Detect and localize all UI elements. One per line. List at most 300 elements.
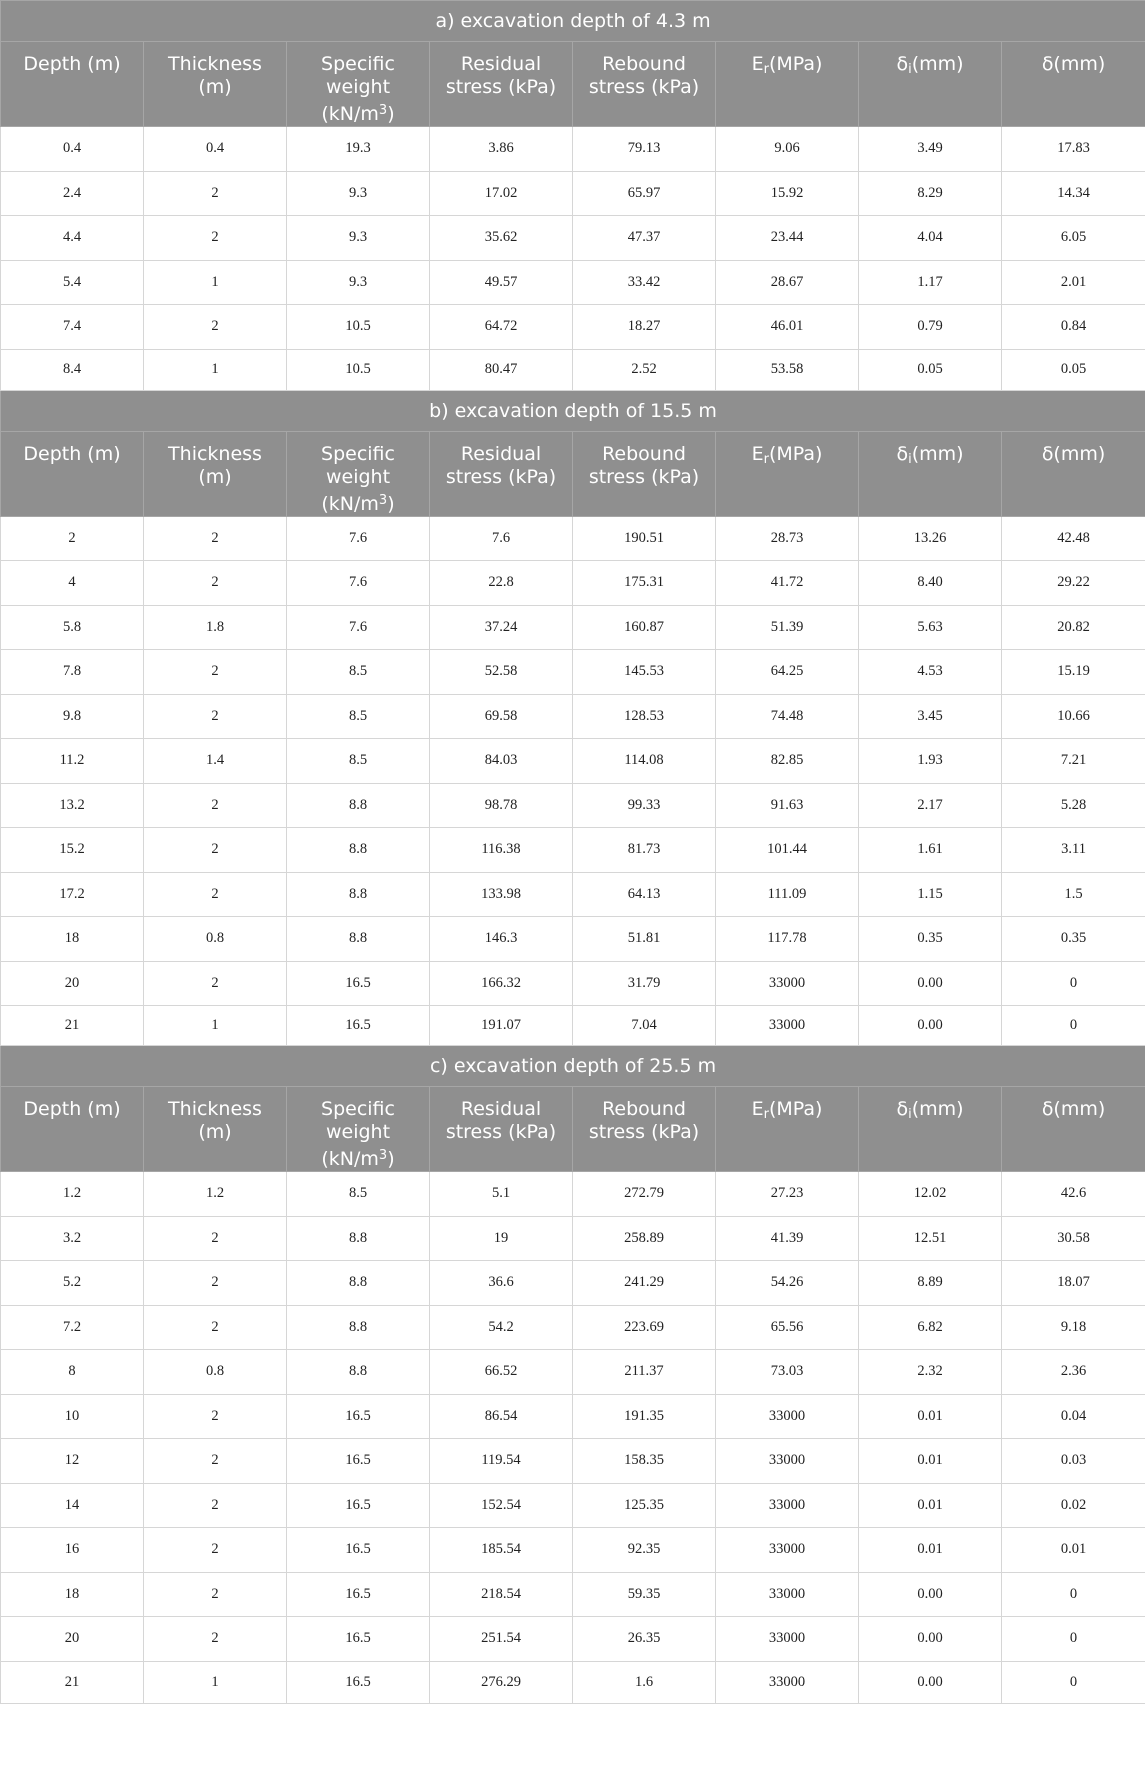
cell-residual: 218.54: [430, 1572, 573, 1617]
cell-er: 23.44: [716, 216, 859, 261]
cell-specific-weight: 8.5: [287, 1172, 430, 1217]
cell-deltai: 0.05: [859, 349, 1002, 390]
cell-rebound: 59.35: [573, 1572, 716, 1617]
cell-residual: 35.62: [430, 216, 573, 261]
cell-residual: 251.54: [430, 1617, 573, 1662]
cell-residual: 5.1: [430, 1172, 573, 1217]
cell-rebound: 211.37: [573, 1350, 716, 1395]
cell-rebound: 64.13: [573, 872, 716, 917]
cell-er: 73.03: [716, 1350, 859, 1395]
section-caption-row: [1, 390, 1145, 431]
cell-specific-weight: 8.8: [287, 1261, 430, 1306]
cell-deltai: 12.51: [859, 1216, 1002, 1261]
cell-depth: 18: [1, 1572, 144, 1617]
cell-thickness: 2: [144, 1305, 287, 1350]
cell-thickness: 2: [144, 1528, 287, 1573]
cell-er: 41.39: [716, 1216, 859, 1261]
cell-thickness: 2: [144, 1572, 287, 1617]
cell-deltai: 0.00: [859, 1572, 1002, 1617]
table-row: [1, 828, 1145, 873]
cell-specific-weight: 9.3: [287, 216, 430, 261]
cell-er: 33000: [716, 1572, 859, 1617]
cell-rebound: 51.81: [573, 917, 716, 962]
cell-er: 33000: [716, 1483, 859, 1528]
col-header-depth: Depth (m): [1, 431, 144, 516]
cell-depth: 0.4: [1, 127, 144, 172]
cell-delta: 2.36: [1002, 1350, 1145, 1395]
cell-er: 28.73: [716, 516, 859, 561]
cell-thickness: 1: [144, 349, 287, 390]
cell-specific-weight: 7.6: [287, 561, 430, 606]
cell-depth: 5.8: [1, 605, 144, 650]
cell-er: 91.63: [716, 783, 859, 828]
cell-specific-weight: 9.3: [287, 260, 430, 305]
table-row: [1, 1572, 1145, 1617]
cell-depth: 13.2: [1, 783, 144, 828]
table-row: [1, 694, 1145, 739]
table-row: [1, 1483, 1145, 1528]
cell-er: 27.23: [716, 1172, 859, 1217]
cell-delta: 42.48: [1002, 516, 1145, 561]
cell-delta: 29.22: [1002, 561, 1145, 606]
cell-thickness: 2: [144, 516, 287, 561]
col-header-delta: δ(mm): [1002, 431, 1145, 516]
cell-specific-weight: 16.5: [287, 1394, 430, 1439]
cell-specific-weight: 8.8: [287, 917, 430, 962]
table-row: [1, 1439, 1145, 1484]
cell-residual: 86.54: [430, 1394, 573, 1439]
table-row: [1, 305, 1145, 350]
cell-specific-weight: 10.5: [287, 349, 430, 390]
cell-residual: 19: [430, 1216, 573, 1261]
cell-deltai: 13.26: [859, 516, 1002, 561]
cell-residual: 166.32: [430, 961, 573, 1006]
cell-specific-weight: 10.5: [287, 305, 430, 350]
header-row: [1, 1087, 1145, 1172]
table-row: [1, 516, 1145, 561]
cell-deltai: 1.15: [859, 872, 1002, 917]
cell-specific-weight: 16.5: [287, 1528, 430, 1573]
cell-deltai: 4.04: [859, 216, 1002, 261]
cell-depth: 7.4: [1, 305, 144, 350]
cell-deltai: 0.00: [859, 1006, 1002, 1046]
cell-deltai: 0.00: [859, 1617, 1002, 1662]
header-row: [1, 42, 1145, 127]
cell-residual: 185.54: [430, 1528, 573, 1573]
cell-rebound: 18.27: [573, 305, 716, 350]
cell-rebound: 26.35: [573, 1617, 716, 1662]
cell-specific-weight: 16.5: [287, 1617, 430, 1662]
cell-residual: 22.8: [430, 561, 573, 606]
col-header-rebound-stress: Rebound stress (kPa): [573, 431, 716, 516]
cell-delta: 9.18: [1002, 1305, 1145, 1350]
cell-delta: 18.07: [1002, 1261, 1145, 1306]
cell-rebound: 160.87: [573, 605, 716, 650]
col-header-specific-weight: Specific weight $(kN/m^3)$: [287, 1087, 430, 1172]
cell-residual: 133.98: [430, 872, 573, 917]
cell-depth: 5.2: [1, 1261, 144, 1306]
cell-delta: 30.58: [1002, 1216, 1145, 1261]
cell-delta: 0: [1002, 1661, 1145, 1703]
cell-rebound: 1.6: [573, 1661, 716, 1703]
cell-delta: 0.05: [1002, 349, 1145, 390]
cell-deltai: 0.01: [859, 1483, 1002, 1528]
cell-depth: 2.4: [1, 171, 144, 216]
cell-deltai: 0.01: [859, 1394, 1002, 1439]
cell-residual: 3.86: [430, 127, 573, 172]
cell-deltai: 1.17: [859, 260, 1002, 305]
cell-delta: 20.82: [1002, 605, 1145, 650]
table-row: [1, 216, 1145, 261]
cell-thickness: 0.8: [144, 917, 287, 962]
cell-residual: 119.54: [430, 1439, 573, 1484]
cell-deltai: 1.61: [859, 828, 1002, 873]
cell-residual: 116.38: [430, 828, 573, 873]
cell-rebound: 114.08: [573, 739, 716, 784]
col-header-delta-i: $\delta_i(mm)$: [859, 431, 1002, 516]
cell-delta: 2.01: [1002, 260, 1145, 305]
cell-deltai: 2.17: [859, 783, 1002, 828]
cell-rebound: 7.04: [573, 1006, 716, 1046]
col-header-depth: Depth (m): [1, 1087, 144, 1172]
cell-thickness: 2: [144, 1394, 287, 1439]
table-row: [1, 349, 1145, 390]
cell-rebound: 191.35: [573, 1394, 716, 1439]
cell-depth: 11.2: [1, 739, 144, 784]
cell-er: 64.25: [716, 650, 859, 695]
cell-er: 51.39: [716, 605, 859, 650]
cell-er: 33000: [716, 1006, 859, 1046]
cell-deltai: 0.35: [859, 917, 1002, 962]
cell-depth: 8.4: [1, 349, 144, 390]
section-caption-row: [1, 1, 1145, 42]
table-row: [1, 1350, 1145, 1395]
cell-deltai: 6.82: [859, 1305, 1002, 1350]
cell-rebound: 175.31: [573, 561, 716, 606]
cell-residual: 66.52: [430, 1350, 573, 1395]
cell-delta: 0.04: [1002, 1394, 1145, 1439]
cell-delta: 6.05: [1002, 216, 1145, 261]
section-caption: a) excavation depth of 4.3 m: [1, 1, 1145, 42]
cell-delta: 0.02: [1002, 1483, 1145, 1528]
table-row: [1, 1661, 1145, 1703]
cell-depth: 21: [1, 1006, 144, 1046]
cell-depth: 9.8: [1, 694, 144, 739]
cell-er: 33000: [716, 1617, 859, 1662]
table-row: [1, 1006, 1145, 1046]
cell-delta: 5.28: [1002, 783, 1145, 828]
table-row: [1, 783, 1145, 828]
cell-delta: 7.21: [1002, 739, 1145, 784]
cell-specific-weight: 16.5: [287, 1661, 430, 1703]
table-row: [1, 739, 1145, 784]
cell-deltai: 8.40: [859, 561, 1002, 606]
cell-delta: 42.6: [1002, 1172, 1145, 1217]
cell-rebound: 272.79: [573, 1172, 716, 1217]
cell-deltai: 8.89: [859, 1261, 1002, 1306]
cell-rebound: 81.73: [573, 828, 716, 873]
cell-er: 65.56: [716, 1305, 859, 1350]
cell-specific-weight: 8.8: [287, 828, 430, 873]
cell-rebound: 79.13: [573, 127, 716, 172]
cell-deltai: 5.63: [859, 605, 1002, 650]
cell-er: 28.67: [716, 260, 859, 305]
cell-thickness: 2: [144, 1483, 287, 1528]
cell-delta: 0.03: [1002, 1439, 1145, 1484]
cell-thickness: 2: [144, 1261, 287, 1306]
header-row: [1, 431, 1145, 516]
col-header-residual-stress: Residual stress (kPa): [430, 42, 573, 127]
col-header-thickness: Thickness (m): [144, 1087, 287, 1172]
cell-er: 33000: [716, 961, 859, 1006]
cell-er: 74.48: [716, 694, 859, 739]
table-row: [1, 605, 1145, 650]
cell-depth: 4: [1, 561, 144, 606]
cell-residual: 37.24: [430, 605, 573, 650]
col-header-rebound-stress: Rebound stress (kPa): [573, 1087, 716, 1172]
cell-specific-weight: 16.5: [287, 1439, 430, 1484]
cell-thickness: 2: [144, 1617, 287, 1662]
cell-deltai: 1.93: [859, 739, 1002, 784]
col-header-thickness: Thickness (m): [144, 42, 287, 127]
table-row: [1, 1305, 1145, 1350]
cell-deltai: 0.01: [859, 1439, 1002, 1484]
cell-residual: 69.58: [430, 694, 573, 739]
cell-rebound: 190.51: [573, 516, 716, 561]
col-header-delta: δ(mm): [1002, 1087, 1145, 1172]
col-header-delta: δ(mm): [1002, 42, 1145, 127]
cell-depth: 5.4: [1, 260, 144, 305]
cell-rebound: 92.35: [573, 1528, 716, 1573]
table-row: [1, 1261, 1145, 1306]
cell-deltai: 4.53: [859, 650, 1002, 695]
cell-deltai: 0.00: [859, 961, 1002, 1006]
cell-delta: 0.35: [1002, 917, 1145, 962]
cell-er: 41.72: [716, 561, 859, 606]
cell-residual: 17.02: [430, 171, 573, 216]
cell-thickness: 2: [144, 305, 287, 350]
cell-thickness: 2: [144, 872, 287, 917]
table-row: [1, 171, 1145, 216]
cell-specific-weight: 16.5: [287, 1572, 430, 1617]
table-row: [1, 260, 1145, 305]
table-row: [1, 1172, 1145, 1217]
cell-thickness: 1.4: [144, 739, 287, 784]
cell-er: 117.78: [716, 917, 859, 962]
cell-residual: 146.3: [430, 917, 573, 962]
cell-thickness: 1.8: [144, 605, 287, 650]
cell-er: 33000: [716, 1394, 859, 1439]
cell-specific-weight: 16.5: [287, 1483, 430, 1528]
cell-specific-weight: 16.5: [287, 961, 430, 1006]
cell-rebound: 145.53: [573, 650, 716, 695]
table-row: [1, 872, 1145, 917]
cell-rebound: 31.79: [573, 961, 716, 1006]
table-row: [1, 1216, 1145, 1261]
col-header-depth: Depth (m): [1, 42, 144, 127]
cell-depth: 3.2: [1, 1216, 144, 1261]
cell-delta: 0: [1002, 1006, 1145, 1046]
col-header-thickness: Thickness (m): [144, 431, 287, 516]
col-header-delta-i: $\delta_i(mm)$: [859, 1087, 1002, 1172]
table-row: [1, 561, 1145, 606]
col-header-rebound-stress: Rebound stress (kPa): [573, 42, 716, 127]
cell-specific-weight: 8.5: [287, 694, 430, 739]
cell-er: 111.09: [716, 872, 859, 917]
section-caption-row: [1, 1046, 1145, 1087]
cell-rebound: 158.35: [573, 1439, 716, 1484]
cell-residual: 7.6: [430, 516, 573, 561]
cell-thickness: 2: [144, 561, 287, 606]
cell-rebound: 65.97: [573, 171, 716, 216]
col-header-er: $E_r(MPa)$: [716, 1087, 859, 1172]
cell-er: 33000: [716, 1439, 859, 1484]
cell-er: 54.26: [716, 1261, 859, 1306]
cell-rebound: 241.29: [573, 1261, 716, 1306]
cell-specific-weight: 8.8: [287, 1305, 430, 1350]
table-body: [1, 1, 1145, 1704]
cell-thickness: 2: [144, 171, 287, 216]
col-header-specific-weight: Specific weight $(kN/m^3)$: [287, 42, 430, 127]
cell-depth: 1.2: [1, 1172, 144, 1217]
cell-er: 33000: [716, 1661, 859, 1703]
col-header-residual-stress: Residual stress (kPa): [430, 1087, 573, 1172]
cell-thickness: 2: [144, 1439, 287, 1484]
cell-specific-weight: 9.3: [287, 171, 430, 216]
cell-thickness: 1: [144, 1661, 287, 1703]
cell-thickness: 2: [144, 694, 287, 739]
table-row: [1, 961, 1145, 1006]
cell-depth: 20: [1, 1617, 144, 1662]
cell-residual: 80.47: [430, 349, 573, 390]
cell-thickness: 1.2: [144, 1172, 287, 1217]
cell-delta: 0.84: [1002, 305, 1145, 350]
cell-delta: 3.11: [1002, 828, 1145, 873]
cell-depth: 8: [1, 1350, 144, 1395]
col-header-er: $E_r(MPa)$: [716, 42, 859, 127]
cell-residual: 49.57: [430, 260, 573, 305]
cell-residual: 36.6: [430, 1261, 573, 1306]
cell-residual: 276.29: [430, 1661, 573, 1703]
cell-deltai: 0.79: [859, 305, 1002, 350]
cell-thickness: 2: [144, 1216, 287, 1261]
col-header-specific-weight: Specific weight $(kN/m^3)$: [287, 431, 430, 516]
cell-delta: 10.66: [1002, 694, 1145, 739]
cell-depth: 15.2: [1, 828, 144, 873]
table-row: [1, 127, 1145, 172]
cell-depth: 7.8: [1, 650, 144, 695]
cell-residual: 152.54: [430, 1483, 573, 1528]
cell-er: 33000: [716, 1528, 859, 1573]
cell-thickness: 2: [144, 828, 287, 873]
cell-depth: 21: [1, 1661, 144, 1703]
cell-residual: 98.78: [430, 783, 573, 828]
cell-specific-weight: 8.5: [287, 739, 430, 784]
cell-thickness: 2: [144, 961, 287, 1006]
cell-specific-weight: 7.6: [287, 605, 430, 650]
cell-delta: 1.5: [1002, 872, 1145, 917]
cell-rebound: 128.53: [573, 694, 716, 739]
cell-deltai: 3.45: [859, 694, 1002, 739]
cell-deltai: 8.29: [859, 171, 1002, 216]
cell-er: 15.92: [716, 171, 859, 216]
cell-thickness: 1: [144, 260, 287, 305]
cell-depth: 4.4: [1, 216, 144, 261]
table-row: [1, 917, 1145, 962]
cell-thickness: 1: [144, 1006, 287, 1046]
cell-rebound: 223.69: [573, 1305, 716, 1350]
cell-depth: 14: [1, 1483, 144, 1528]
cell-rebound: 2.52: [573, 349, 716, 390]
cell-depth: 20: [1, 961, 144, 1006]
cell-deltai: 12.02: [859, 1172, 1002, 1217]
col-header-delta-i: $\delta_i(mm)$: [859, 42, 1002, 127]
table-row: [1, 1394, 1145, 1439]
section-caption: c) excavation depth of 25.5 m: [1, 1046, 1145, 1087]
cell-depth: 18: [1, 917, 144, 962]
cell-rebound: 47.37: [573, 216, 716, 261]
cell-er: 101.44: [716, 828, 859, 873]
cell-deltai: 2.32: [859, 1350, 1002, 1395]
cell-depth: 7.2: [1, 1305, 144, 1350]
cell-deltai: 0.01: [859, 1528, 1002, 1573]
cell-residual: 54.2: [430, 1305, 573, 1350]
col-header-er: $E_r(MPa)$: [716, 431, 859, 516]
cell-residual: 52.58: [430, 650, 573, 695]
cell-thickness: 0.4: [144, 127, 287, 172]
cell-rebound: 33.42: [573, 260, 716, 305]
cell-depth: 12: [1, 1439, 144, 1484]
cell-residual: 191.07: [430, 1006, 573, 1046]
cell-thickness: 2: [144, 783, 287, 828]
col-header-residual-stress: Residual stress (kPa): [430, 431, 573, 516]
cell-specific-weight: 7.6: [287, 516, 430, 561]
cell-delta: 17.83: [1002, 127, 1145, 172]
cell-residual: 64.72: [430, 305, 573, 350]
cell-depth: 17.2: [1, 872, 144, 917]
cell-specific-weight: 8.8: [287, 1350, 430, 1395]
cell-deltai: 0.00: [859, 1661, 1002, 1703]
cell-delta: 14.34: [1002, 171, 1145, 216]
cell-thickness: 2: [144, 650, 287, 695]
cell-residual: 84.03: [430, 739, 573, 784]
cell-rebound: 125.35: [573, 1483, 716, 1528]
cell-depth: 2: [1, 516, 144, 561]
cell-thickness: 2: [144, 216, 287, 261]
cell-deltai: 3.49: [859, 127, 1002, 172]
cell-specific-weight: 8.5: [287, 650, 430, 695]
cell-depth: 10: [1, 1394, 144, 1439]
cell-delta: 15.19: [1002, 650, 1145, 695]
cell-specific-weight: 16.5: [287, 1006, 430, 1046]
cell-er: 46.01: [716, 305, 859, 350]
cell-delta: 0: [1002, 1617, 1145, 1662]
table-row: [1, 1617, 1145, 1662]
cell-thickness: 0.8: [144, 1350, 287, 1395]
section-caption: b) excavation depth of 15.5 m: [1, 390, 1145, 431]
cell-er: 9.06: [716, 127, 859, 172]
cell-delta: 0.01: [1002, 1528, 1145, 1573]
cell-delta: 0: [1002, 961, 1145, 1006]
table-row: [1, 650, 1145, 695]
cell-specific-weight: 19.3: [287, 127, 430, 172]
cell-delta: 0: [1002, 1572, 1145, 1617]
cell-er: 53.58: [716, 349, 859, 390]
cell-depth: 16: [1, 1528, 144, 1573]
cell-specific-weight: 8.8: [287, 783, 430, 828]
cell-specific-weight: 8.8: [287, 1216, 430, 1261]
cell-rebound: 99.33: [573, 783, 716, 828]
